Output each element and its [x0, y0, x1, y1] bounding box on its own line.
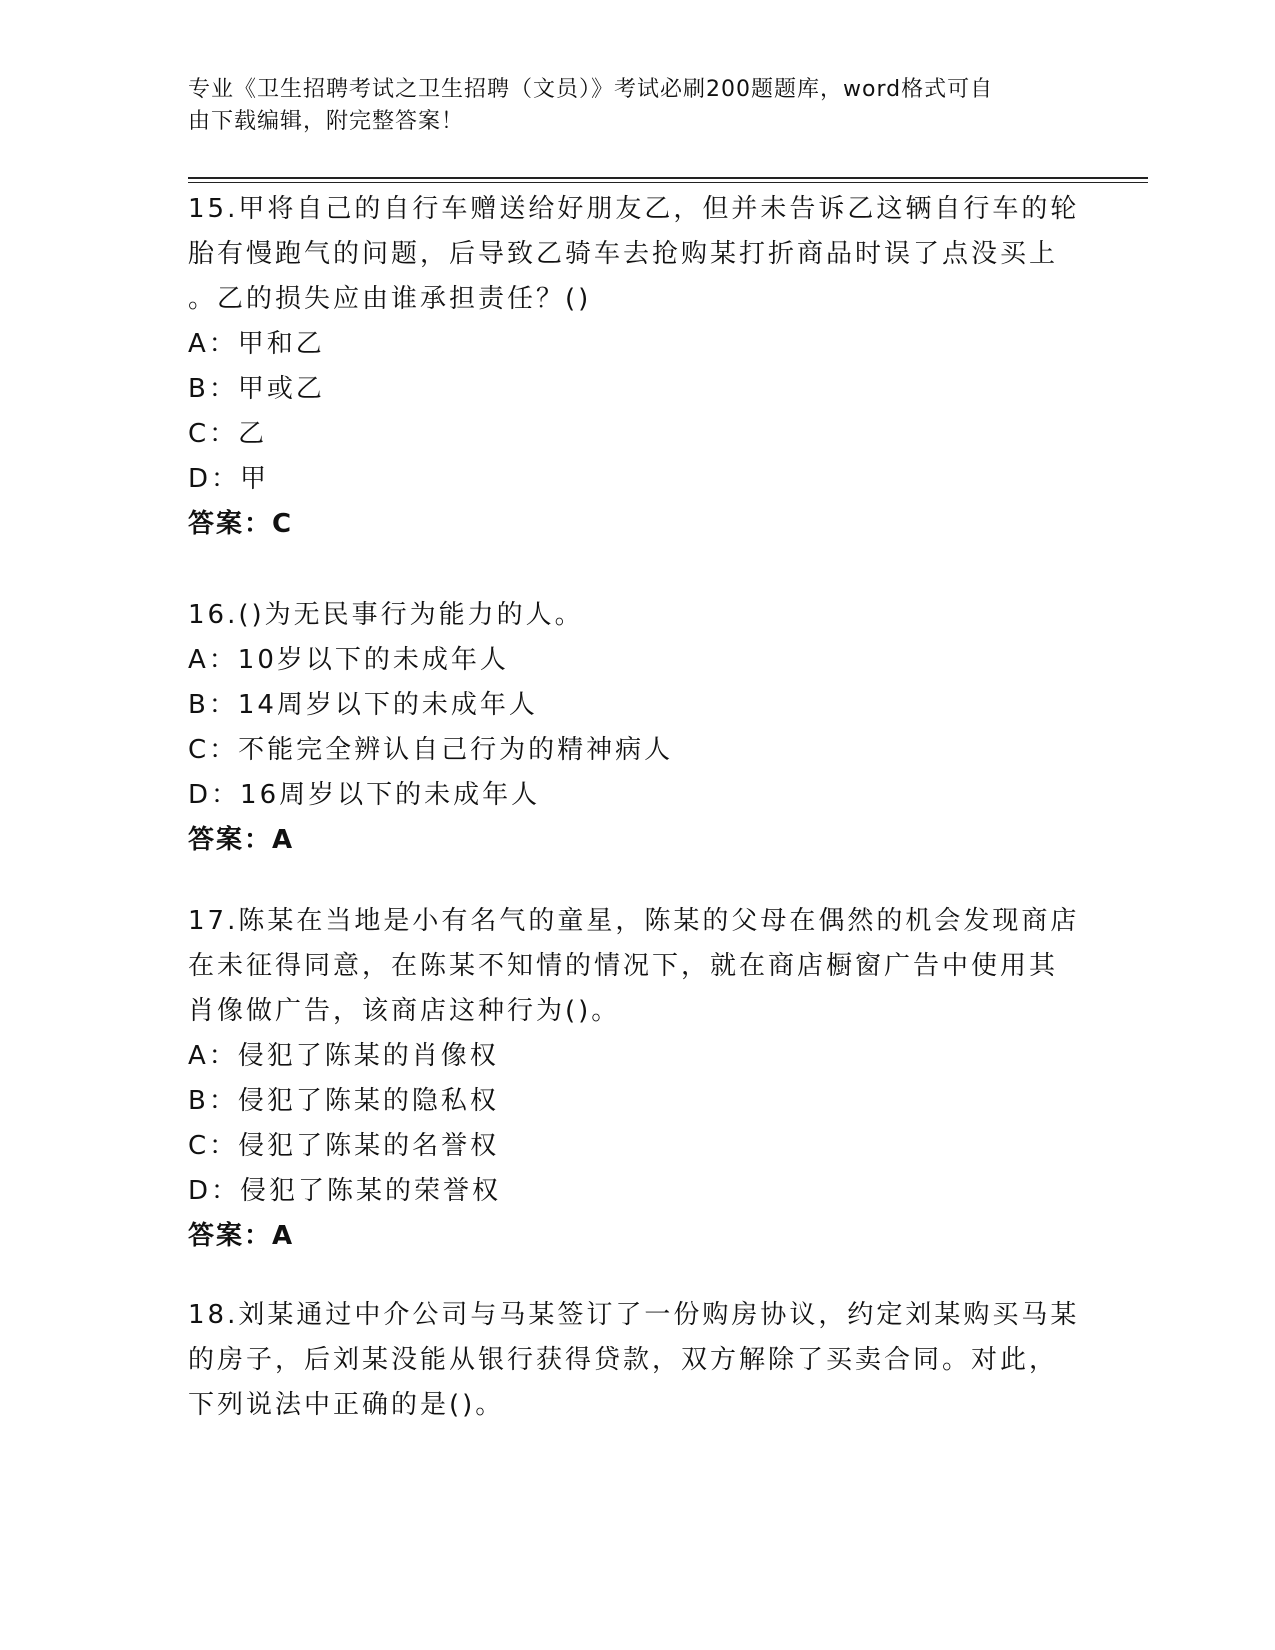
option-b: B：14周岁以下的未成年人 [188, 690, 538, 720]
option-c: C：乙 [188, 419, 268, 449]
option-c: C：侵犯了陈某的名誉权 [188, 1131, 500, 1161]
option-b: B：侵犯了陈某的隐私权 [188, 1086, 499, 1116]
question-text-line: 15.甲将自己的自行车赠送给好朋友乙，但并未告诉乙这辆自行车的轮 [188, 194, 1080, 224]
question-text-line: 在未征得同意，在陈某不知情的情况下，就在商店橱窗广告中使用其 [188, 951, 1059, 981]
question-text-line: 18.刘某通过中介公司与马某签订了一份购房协议，约定刘某购买马某 [188, 1300, 1080, 1330]
question-text-line: 胎有慢跑气的问题，后导致乙骑车去抢购某打折商品时误了点没买上 [188, 239, 1059, 269]
option-d: D：侵犯了陈某的荣誉权 [188, 1176, 502, 1206]
question-17 [188, 899, 1088, 1259]
option-d: D：16周岁以下的未成年人 [188, 780, 541, 810]
header-divider-thin [188, 182, 1148, 183]
question-text-line: 下列说法中正确的是()。 [188, 1390, 505, 1420]
option-a: A：10岁以下的未成年人 [188, 645, 509, 675]
question-text-line: 。乙的损失应由谁承担责任？() [188, 284, 592, 314]
answer: 答案：A [188, 1221, 295, 1251]
option-c: C：不能完全辨认自己行为的精神病人 [188, 735, 674, 765]
option-a: A：侵犯了陈某的肖像权 [188, 1041, 499, 1071]
option-a: A：甲和乙 [188, 329, 325, 359]
header-line-1: 专业《卫生招聘考试之卫生招聘（文员）》考试必刷200题题库，word格式可自 [188, 77, 994, 102]
document-header [188, 74, 1068, 138]
question-16 [188, 593, 1088, 863]
question-text-line: 的房子，后刘某没能从银行获得贷款，双方解除了买卖合同。对此， [188, 1345, 1059, 1375]
answer: 答案：A [188, 825, 295, 855]
header-divider-thick [188, 177, 1148, 179]
header-line-2: 由下载编辑，附完整答案！ [188, 109, 465, 134]
answer: 答案：C [188, 509, 294, 539]
question-text-line: 肖像做广告，该商店这种行为()。 [188, 996, 621, 1026]
option-d: D：甲 [188, 464, 270, 494]
question-text-line: 17.陈某在当地是小有名气的童星，陈某的父母在偶然的机会发现商店 [188, 906, 1080, 936]
question-text-line: 16.()为无民事行为能力的人。 [188, 600, 584, 630]
question-18 [188, 1293, 1088, 1428]
option-b: B：甲或乙 [188, 374, 325, 404]
question-15 [188, 187, 1088, 547]
